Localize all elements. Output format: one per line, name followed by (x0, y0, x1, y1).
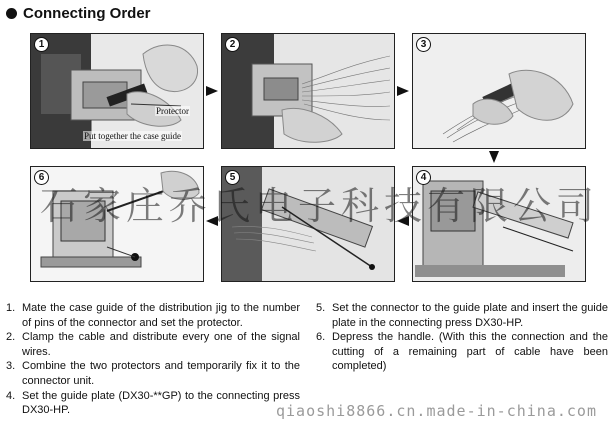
steps-list-right (316, 301, 608, 374)
step-photo-1 (30, 33, 204, 149)
list-item: 6. Depress the handle. (With this the connection and the cutting of a remaining part of cable have been completed) (316, 331, 608, 373)
step-photo-5 (221, 166, 395, 282)
step-number-badge: 4 (416, 170, 431, 185)
section-title-text: Connecting Order (23, 4, 151, 22)
step-number-badge: 6 (34, 170, 49, 185)
flow-arrow-icon (397, 85, 409, 97)
list-item: 2. Clamp the cable and distribute every one of the signal wires. (6, 331, 300, 358)
step-number-badge: 2 (225, 37, 240, 52)
flow-arrow-icon (206, 85, 218, 97)
step-number-badge: 1 (34, 37, 49, 52)
list-item: 1. Mate the case guide of the distribution jig to the number of pins of the connector and set the protector. (6, 302, 300, 329)
company-watermark: 石家庄乔氏电子科技有限公司 (40, 184, 600, 228)
step-photo-6 (30, 166, 204, 282)
list-item: 3. Combine the two protectors and temporarily fix it to the connector unit. (6, 360, 300, 387)
flow-arrow-icon (488, 151, 500, 163)
step-photo-2 (221, 33, 395, 149)
bullet-icon (6, 8, 17, 19)
list-item: 5. Set the connector to the guide plate and insert the guide plate in the connecting press DX30-HP. (316, 302, 608, 329)
steps-list-left (6, 301, 300, 418)
flow-arrow-icon (397, 215, 409, 227)
callout-case-guide: Put together the case guide (84, 131, 181, 141)
step-photo-3 (412, 33, 586, 149)
callout-protector: Protector (156, 106, 189, 116)
step-number-badge: 5 (225, 170, 240, 185)
url-watermark: qiaoshi8866.cn.made-in-china.com (276, 402, 597, 420)
flow-arrow-icon (206, 215, 218, 227)
step-photo-4 (412, 166, 586, 282)
section-title (6, 4, 151, 22)
list-item: 4. Set the guide plate (DX30-**GP) to the connecting press DX30-HP. (6, 389, 300, 417)
step-number-badge: 3 (416, 37, 431, 52)
